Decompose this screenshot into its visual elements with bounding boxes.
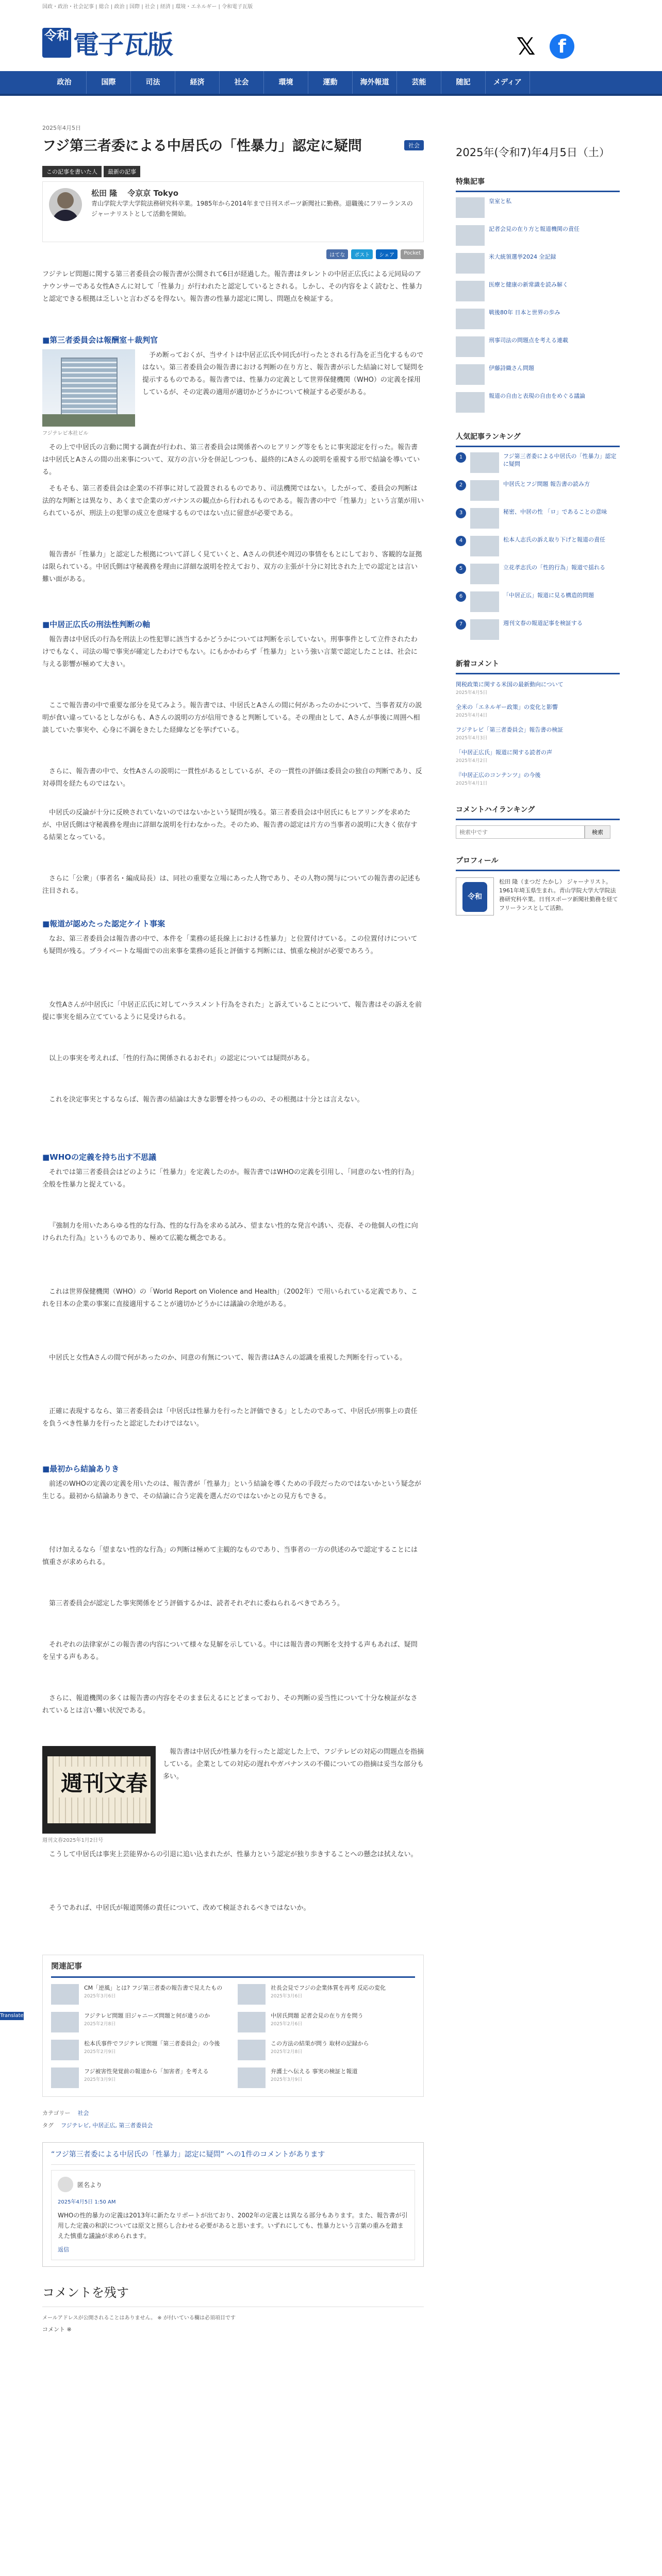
x-icon[interactable]: 𝕏: [516, 32, 536, 60]
search-title: コメントハイランキング: [456, 800, 620, 820]
feature-item-title[interactable]: 米大統領選挙2024 全記録: [489, 253, 556, 260]
category-badge[interactable]: 社会: [404, 140, 424, 150]
social-links: [514, 34, 574, 59]
related-item-date: 2025年2月6日: [271, 2022, 303, 2027]
related-item[interactable]: [238, 2012, 415, 2035]
paragraph: そうであれば、中居氏が報道関係の責任について、改めて検証されるべきではないか。: [49, 1904, 310, 1912]
feature-item[interactable]: [456, 364, 620, 387]
nav-item[interactable]: 環境: [264, 71, 308, 94]
rank-number: 1: [456, 452, 466, 463]
related-thumbnail: [51, 1984, 79, 2005]
category-link[interactable]: 社会: [77, 2110, 89, 2116]
related-item[interactable]: [238, 1984, 415, 2007]
rank-number: 5: [456, 564, 466, 574]
nav-item[interactable]: 政治: [42, 71, 87, 94]
rank-number: 6: [456, 591, 466, 602]
search-form: [456, 825, 620, 839]
feature-thumbnail: [456, 225, 485, 246]
newspaper-photo: 週刊文春: [42, 1746, 156, 1834]
paragraph: 予め断っておくが、当サイトは中居正広氏や同氏が行ったとされる行為を正当化するものではない。第三者委員会の報告書における判断の在り方と、報告書が示した結論に対して疑問を提示するものである。報告書では、性暴力の定義として世界保健機関（WHO）の定義を採用しているが、その定義の適用が適切かどうかについて検証する必要がある。: [142, 351, 424, 396]
paragraph: 報告書は中居氏が性暴力を行ったと認定した上で、フジテレビの対応の問題点を指摘している。企業としての対応の遅れやガバナンスの不備についての指摘は妥当な部分も多い。: [163, 1748, 424, 1781]
comment: [51, 2170, 415, 2260]
related-articles: [42, 1955, 424, 2097]
related-item-title[interactable]: 松本氏事件でフジテレビ問題「第三者委員会」の今後: [84, 2040, 220, 2047]
related-thumbnail: [51, 2012, 79, 2032]
related-item-title[interactable]: フジ被害性発覚前の報道から「加害者」を考える: [84, 2068, 209, 2075]
nav-item[interactable]: 司法: [131, 71, 175, 94]
related-item-title[interactable]: 社長会見でフジの企業体質を再考 反応の変化: [271, 1985, 386, 1991]
related-thumbnail: [238, 2012, 266, 2032]
new-comment-title[interactable]: フジテレビ「第三者委員会」報告書の検証: [456, 726, 564, 733]
commenter-name: 匿名より: [77, 2181, 103, 2189]
related-thumbnail: [51, 2040, 79, 2060]
comments-section: [42, 2142, 424, 2267]
facebook-icon[interactable]: f: [550, 34, 574, 59]
paragraph: これは世界保健機関（WHO）の「World Report on Violence and Health」（2002年）で用いられている定義であり、これを日本の企業の事案に直接適用することが適切かどうかには議論の余地がある。: [42, 1288, 418, 1308]
nav-item[interactable]: 海外報道: [353, 71, 397, 94]
feature-item[interactable]: [456, 253, 620, 276]
tag-label: タグ: [42, 2122, 54, 2129]
leave-comment-note: メールアドレスが公開されることはありません。 ※ が付いている欄は必須項目です: [42, 2315, 236, 2321]
related-item-date: 2025年3月6日: [271, 1994, 303, 1999]
nav-item[interactable]: 社会: [220, 71, 264, 94]
article-title: フジ第三者委による中居氏の「性暴力」認定に疑問: [42, 138, 362, 154]
related-item[interactable]: [51, 2012, 228, 2035]
profile-text: 松田 隆（まつだ たかし） ジャーナリスト。1961年埼玉県生まれ。青山学院大学大学院法務研究科卒業。日刊スポーツ新聞社勤務を経てフリーランスとして活動。: [499, 878, 618, 911]
section-heading: ■中居正広氏の刑法性判断の軸: [42, 620, 151, 629]
tag-link[interactable]: フジテレビ, 中居正広, 第三者委員会: [61, 2122, 153, 2129]
feature-thumbnail: [456, 253, 485, 274]
related-thumbnail: [238, 2067, 266, 2088]
ranking-item[interactable]: [456, 480, 620, 503]
related-title: 関連記事: [51, 1955, 415, 1978]
paragraph: ここで報告書の中で重要な部分を見てみよう。報告書では、中居氏とAさんの間に何があったのかについて、当事者双方の説明が食い違っているとしながらも、Aさんの説明の方が信用できると判断している。その理由として、Aさんが事後に周囲へ相談していた事実や、心身に不調をきたした経緯などを挙げている。: [42, 702, 422, 734]
avatar: [49, 188, 82, 221]
new-comment-date: 2025年4月1日: [456, 781, 488, 786]
ranking-thumbnail: [470, 452, 499, 473]
related-item-date: 2025年2月8日: [84, 2022, 116, 2027]
ranking-item-title[interactable]: 松本人志氏の訴え取り下げと報道の責任: [503, 536, 605, 543]
feature-item-title[interactable]: 皇室と私: [489, 198, 511, 205]
ranking-item[interactable]: [456, 564, 620, 586]
feature-item[interactable]: [456, 392, 620, 415]
related-thumbnail: [238, 1984, 266, 2005]
figure-caption: 週刊文春2025年1月2日号: [42, 1838, 104, 1843]
new-comment-title[interactable]: 「中居正広氏」報道に関する読者の声: [456, 749, 552, 756]
author-bio: 青山学院大学大学院法務研究科卒業。1985年から2014年まで日刊スポーツ新聞社に勤務。退職後にフリーランスのジャーナリストとして活動を開始。: [91, 200, 413, 217]
feature-thumbnail: [456, 197, 485, 218]
new-comment-date: 2025年4月2日: [456, 758, 488, 764]
related-item[interactable]: [51, 2040, 228, 2062]
share-hatena-button[interactable]: はてな: [326, 249, 348, 259]
paragraph: 中居氏の反論が十分に反映されていないのではないかという疑問が残る。第三者委員会は中居氏にもヒアリングを求めたが、中居氏側は守秘義務を理由に詳細な説明を行わなかった。そのため、報告書の認定は片方の当事者の説明に大きく依存する結果となっている。: [42, 809, 418, 841]
paragraph: 前述のWHOの定義の定義を用いたのは、報告書が「性暴力」という結論を導くための手段だったのではないかという疑念が生じる。最初から結論ありきで、その結論に合う定義を選んだのではないかとの見方もできる。: [42, 1480, 421, 1500]
share-pocket-button[interactable]: Pocket: [401, 249, 424, 259]
search-input[interactable]: [456, 825, 585, 839]
ranking-item[interactable]: [456, 452, 620, 475]
ranking-thumbnail: [470, 564, 499, 584]
new-comment-title[interactable]: 『中居正広のコンテンツ』の今後: [456, 772, 541, 778]
current-date: 2025年(令和7)年4月5日（土）: [456, 146, 610, 159]
article-lead: フジテレビ問題に関する第三者委員会の報告書が公開されて6日が経過した。報告書はタレントの中居正広氏による元同局のアナウンサーである女性Aさんに対して「性暴力」が行われたと認定しているとされる。しかし、その内容をよく読むと、性暴力と認定できる根拠は乏しいと言わざるを得ない。報告書の性暴力認定に関し、問題点を検証する。: [42, 270, 422, 303]
feature-thumbnail: [456, 364, 485, 385]
paragraph: さらに、報道機関の多くは報告書の内容をそのまま伝えるにとどまっており、その判断の妥当性について十分な検証がなされているとは言い難い状況である。: [42, 1694, 418, 1715]
site-logo[interactable]: [42, 27, 180, 59]
ranking-thumbnail: [470, 480, 499, 501]
sidebar: [456, 124, 620, 916]
search-button[interactable]: 検索: [585, 825, 610, 839]
tab-author[interactable]: この記事を書いた人: [42, 166, 102, 177]
feature-item-title[interactable]: 戦後80年 日本と世界の歩み: [489, 309, 560, 316]
paragraph: これを決定事実とするならば、報告書の結論は大きな影響を持つものの、その根拠は十分とは言えない。: [49, 1096, 364, 1104]
ranking-thumbnail: [470, 508, 499, 529]
comments-header: “フジ第三者委による中居氏の「性暴力」認定に疑問” への1件のコメントがあります: [51, 2149, 415, 2165]
share-post-button[interactable]: ポスト: [351, 249, 373, 259]
paragraph: 中居氏と女性Aさんの間で何があったのか、同意の有無について、報告書はAさんの認識を重視した判断を行っている。: [49, 1354, 407, 1362]
new-comment-title[interactable]: 関税政策に関する米国の最新動向について: [456, 681, 564, 688]
related-item-date: 2025年2月9日: [84, 2049, 116, 2055]
feature-thumbnail: [456, 309, 485, 329]
paragraph: 以上の事実を考えれば、「性的行為に関係されるおそれ」の認定については疑問がある。: [49, 1055, 314, 1062]
rank-number: 7: [456, 619, 466, 630]
nav-item[interactable]: 芸能: [397, 71, 441, 94]
reply-link[interactable]: 返信: [58, 2246, 69, 2253]
ranking-item[interactable]: [456, 619, 620, 642]
ranking-title: 人気記事ランキング: [456, 427, 620, 447]
related-item-title[interactable]: 弁護士へ伝える 事実の検証と報道: [271, 2068, 358, 2075]
paragraph: 『強制力を用いたあらゆる性的な行為、性的な行為を求める試み、望まない性的な発言や誘い、売春、その他個人の性に向けられた行為』というものであり、極めて広範な概念である。: [42, 1222, 418, 1242]
related-item-date: 2025年3月6日: [84, 1994, 116, 1999]
paragraph: さらに「公衆」（事者名・編成局長）は、同社の重要な立場にあった人物であり、その人物の関与についての報告書の記述も注目される。: [42, 875, 421, 895]
figure-newspaper: [42, 1746, 424, 1843]
ranking-item[interactable]: [456, 536, 620, 558]
nav-item[interactable]: 随記: [441, 71, 486, 94]
topbar: 国政・政治・社会記事 | 総合 | 政治 | 国際 | 社会 | 経済 | 環境・エネルギー | 令和電子瓦版: [42, 4, 253, 9]
paragraph: こうして中居氏は事実上芸能界からの引退に追い込まれたが、性暴力という認定が独り歩きすることへの懸念は拭えない。: [49, 1851, 418, 1858]
ranking-item[interactable]: [456, 508, 620, 531]
related-item-date: 2025年3月9日: [84, 2077, 116, 2082]
related-thumbnail: [238, 2040, 266, 2060]
feature-item[interactable]: [456, 336, 620, 359]
section-heading: ■報道が認めたった認定ケイト事案: [42, 919, 166, 928]
feature-item-title[interactable]: 医療と健康の新常識を読み解く: [489, 281, 568, 288]
paragraph: その上で中居氏の言動に関する調査が行われ、第三者委員会は関係者へのヒアリング等をもとに事実認定を行った。報告書は中居氏とAさんの間の出来事について、双方の言い分を併記しつつも、最終的にAさんの説明を重視する形で結論を導いている。: [42, 444, 420, 476]
ranking-thumbnail: [470, 536, 499, 556]
author-name[interactable]: 松田 隆: [91, 189, 118, 198]
author-tabs: [42, 166, 424, 177]
author-info: [91, 188, 417, 235]
share-share-button[interactable]: シェア: [376, 249, 398, 259]
feature-title: 特集記事: [456, 172, 620, 192]
paragraph: さらに、報告書の中で、女性Aさんの説明に一貫性があるとしているが、その一貫性の評価は委員会の独自の判断であり、反対尋問を経たものではない。: [42, 768, 422, 788]
profile: [456, 877, 620, 916]
feature-list: [456, 197, 620, 415]
ranking-item-title[interactable]: フジ第三者委による中居氏の「性暴力」認定に疑問: [503, 453, 617, 467]
rank-number: 3: [456, 508, 466, 518]
nav-item[interactable]: 経済: [175, 71, 220, 94]
new-comment-item[interactable]: [456, 681, 620, 697]
feature-item[interactable]: [456, 197, 620, 220]
comment-field-label: コメント ※: [42, 2326, 72, 2333]
feature-item-title[interactable]: 伊藤詩織さん問題: [489, 365, 534, 371]
rank-number: 2: [456, 480, 466, 490]
profile-logo: 令和: [456, 877, 494, 916]
related-item-title[interactable]: 中居氏問題 記者会見の在り方を問う: [271, 2012, 363, 2019]
related-item[interactable]: [51, 2067, 228, 2090]
comment-date[interactable]: 2025年4月5日 1:50 AM: [58, 2199, 116, 2205]
figure-building: [42, 349, 424, 436]
translate-button[interactable]: Translate »: [0, 2013, 24, 2027]
author-location: 令京京 Tokyo: [127, 189, 179, 198]
ranking-item-title[interactable]: 「中居正広」報道に見る構造的問題: [503, 592, 594, 599]
new-comment-date: 2025年4月5日: [456, 690, 488, 696]
header: [0, 9, 662, 71]
rank-number: 4: [456, 536, 466, 546]
section-heading: ■第三者委員会は報酬室＋裁判官: [42, 335, 158, 345]
figure-caption: フジテレビ本社ビル: [42, 431, 89, 436]
comment-body: WHOの性的暴力の定義は2013年に新たなリポートが出ており、2002年の定義とは異なる部分もあります。また、報告書が引用した定義の和訳については原文と照らし合わせる必要があると思います。いずれにしても、性暴力という言葉の重みを踏まえた慎重な議論が求められます。: [58, 2212, 408, 2240]
paragraph: 報告書が「性暴力」と認定した根拠について詳しく見ていくと、Aさんの供述や周辺の事情をもとにしており、客観的な証拠は限られている。中居氏側は守秘義務を理由に詳細な説明を控えており、双方の主張が十分に対比された上での認定とは言い難い面がある。: [42, 551, 422, 583]
feature-thumbnail: [456, 392, 485, 413]
article: [42, 124, 424, 2333]
related-item-title[interactable]: CM「逆風」とは? フジ第三者委の報告書で見えたもの: [84, 1985, 223, 1991]
related-item-title[interactable]: この方法の結果が問う 取材の記録から: [271, 2040, 369, 2047]
related-item[interactable]: [238, 2067, 415, 2090]
profile-title: プロフィール: [456, 851, 620, 871]
nav-item[interactable]: 運動: [308, 71, 353, 94]
paragraph: それでは第三者委員会はどのように「性暴力」を定義したのか。報告書ではWHOの定義を引用し、「同意のない性的行為」全般を性暴力と捉えている。: [42, 1168, 418, 1189]
section-heading: ■WHOの定義を持ち出す不思議: [42, 1153, 157, 1162]
feature-item-title[interactable]: 報道の自由と表現の自由をめぐる議論: [489, 393, 585, 399]
feature-item[interactable]: [456, 225, 620, 248]
new-comments-list: [456, 681, 620, 788]
related-item[interactable]: [51, 1984, 228, 2007]
new-comments-title: 新着コメント: [456, 654, 620, 674]
related-thumbnail: [51, 2067, 79, 2088]
section-heading: ■最初から結論ありき: [42, 1464, 120, 1473]
related-item[interactable]: [238, 2040, 415, 2062]
leave-comment-title: コメントを残す: [42, 2285, 129, 2300]
feature-item[interactable]: [456, 309, 620, 331]
paragraph: 報告書は中居氏の行為を刑法上の性犯罪に該当するかどうかについては判断を示していない。刑事事件として立件されたわけでもなく、司法の場で事実が確定したわけでもない。にもかかわらず「性暴力」という強い言葉で認定したことは、社会に与える影響が極めて大きい。: [42, 636, 418, 668]
new-comment-date: 2025年4月3日: [456, 736, 488, 741]
feature-item-title[interactable]: 刑事司法の問題点を考える連載: [489, 337, 568, 344]
feature-thumbnail: [456, 336, 485, 357]
new-comment-item[interactable]: [456, 726, 620, 742]
tab-latest[interactable]: 最新の記事: [104, 166, 140, 177]
article-tags: [42, 2107, 424, 2132]
ranking-thumbnail: [470, 591, 499, 612]
new-comment-item[interactable]: [456, 771, 620, 788]
feature-thumbnail: [456, 281, 485, 301]
paragraph: そもそも、第三者委員会は企業の不祥事に対して設置されるものであり、司法機関ではない。したがって、委員会の判断は法的な判断とは異なり、あくまで企業のガバナンスの観点から行われるものである。報告書の中で「性暴力」という言葉が用いられているが、刑法上の犯罪の成立を意味するものではない点に留意が必要である。: [42, 485, 424, 517]
nav-item[interactable]: 国際: [87, 71, 131, 94]
ranking-item[interactable]: [456, 591, 620, 614]
commenter-avatar-icon: [58, 2177, 73, 2192]
feature-item-title[interactable]: 記者会見の在り方と報道機関の責任: [489, 226, 580, 232]
logo-word: 電子瓦版: [73, 29, 172, 60]
logo-box: 令和: [42, 28, 71, 58]
paragraph: 第三者委員会が認定した事実関係をどう評価するかは、読者それぞれに委ねられるべきであろう。: [49, 1600, 344, 1607]
related-grid: [51, 1984, 415, 2090]
share-buttons: [42, 249, 424, 259]
category-label: カテゴリー: [42, 2110, 71, 2116]
paragraph: 女性Aさんが中居氏に「中居正広氏に対してハラスメント行為をされた」と訴えていることについて、報告書はその訴えを前提に事実を組み立てているように見受けられる。: [42, 1001, 422, 1021]
ranking-item-title[interactable]: 中居氏とフジ問題 報告書の読み方: [503, 481, 590, 487]
ranking-item-title[interactable]: 週刊文春の報道記事を検証する: [503, 620, 583, 626]
new-comment-title[interactable]: 全米の「エネルギー政策」の変化と影響: [456, 704, 558, 710]
new-comment-item[interactable]: [456, 749, 620, 765]
new-comment-item[interactable]: [456, 703, 620, 720]
paragraph: 正確に表現するなら、第三者委員会は「中居氏は性暴力を行ったと評価できる」としたのであって、中居氏が刑事上の責任を負うべき性暴力を行ったと認定したわけではない。: [42, 1408, 418, 1428]
related-item-date: 2025年2月8日: [271, 2049, 303, 2055]
paragraph: なお、第三者委員会は報告書の中で、本件を「業務の延長線上における性暴力」と位置付けている。この位置付けについても疑問が残る。プライベートな場面での出来事を業務の延長と評価する判断には、慎重な検討が必要であろう。: [42, 935, 418, 955]
related-item-date: 2025年3月9日: [271, 2077, 303, 2082]
article-date: 2025年4月5日: [42, 125, 81, 131]
new-comment-date: 2025年4月4日: [456, 713, 488, 718]
ranking-item-title[interactable]: 秘密、中居の性 「ロ」であることの意味: [503, 509, 607, 515]
feature-item[interactable]: [456, 281, 620, 303]
main-nav: [0, 71, 662, 96]
related-item-title[interactable]: フジテレビ問題 旧ジャニーズ問題と何が違うのか: [84, 2012, 210, 2019]
author-box: [42, 181, 424, 242]
paragraph: それぞれの法律家がこの報告書の内容について様々な見解を示している。中には報告書の判断を支持する声もあれば、疑問を呈する声もある。: [42, 1641, 418, 1661]
ranking-item-title[interactable]: 立花孝志氏の「性的行為」報道で揺れる: [503, 564, 605, 571]
paragraph: 付け加えるなら「望まない性的な行為」の判断は極めて主観的なものであり、当事者の一方の供述のみで認定することには慎重さが求められる。: [42, 1546, 418, 1566]
building-photo: [42, 349, 135, 427]
ranking-thumbnail: [470, 619, 499, 640]
ranking-list: [456, 452, 620, 642]
nav-item[interactable]: メディア: [486, 71, 530, 94]
